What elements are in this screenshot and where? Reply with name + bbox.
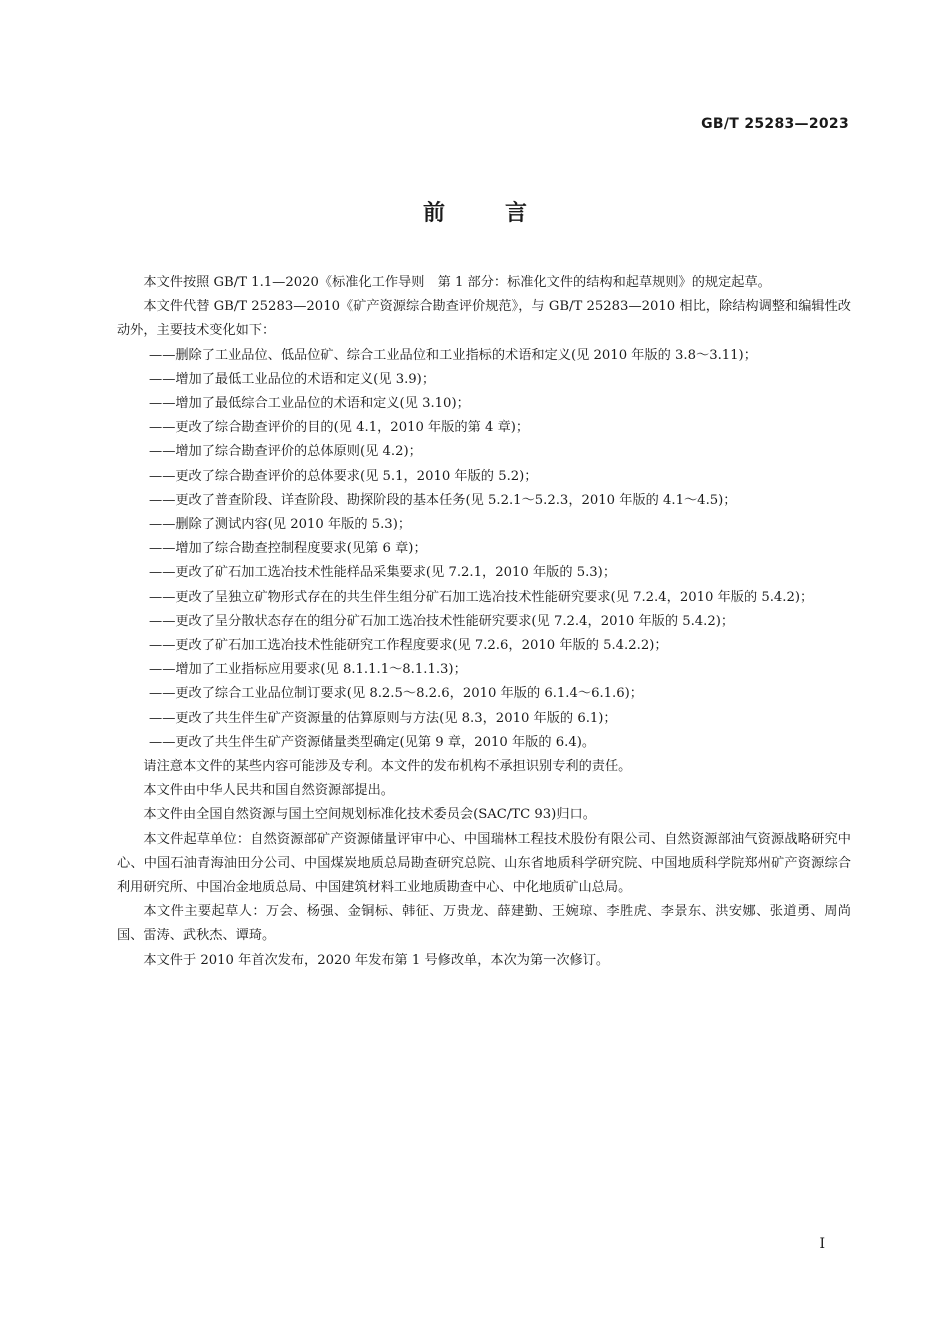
page-title: 前言 [422,201,587,226]
paragraph-proposer: 本文件由中华人民共和国自然资源部提出。 [143,783,394,799]
document-body [117,271,851,973]
paragraph-drafters: 本文件主要起草人：万会、杨强、金铜标、韩征、万贵龙、薛建勤、王婉琼、李胜虎、李景东、洪安娜、张道勇、周尚国、雷涛、武秋杰、谭琦。 [117,904,851,944]
list-item: ——增加了最低综合工业品位的术语和定义(见 3.10)； [149,396,470,412]
list-item: ——更改了矿石加工选冶技术性能样品采集要求(见 7.2.1，2010 年版的 5.3)； [149,565,617,581]
list-item: ——增加了综合勘查控制程度要求(见第 6 章)； [149,541,427,557]
standard-code: GB/T 25283—2023 [701,116,849,132]
list-item: ——删除了测试内容(见 2010 年版的 5.3)； [149,517,412,533]
list-item: ——更改了共生伴生矿产资源量的估算原则与方法(见 8.3，2010 年版的 6.1)； [149,710,617,726]
list-item: ——删除了工业品位、低品位矿、综合工业品位和工业指标的术语和定义(见 2010 年版的 3.8～3.11)； [149,347,757,363]
paragraph-replacement: 本文件代替 GB/T 25283—2010《矿产资源综合勘查评价规范》，与 GB/T 25283—2010 相比，除结构调整和编辑性改动外，主要技术变化如下： [117,299,851,339]
list-item: ——更改了矿石加工选冶技术性能研究工作程度要求(见 7.2.6，2010 年版的 5.4.2.2)； [149,638,668,654]
paragraph-patent-notice: 请注意本文件的某些内容可能涉及专利。本文件的发布机构不承担识别专利的责任。 [143,759,632,775]
list-item: ——更改了普查阶段、详查阶段、勘探阶段的基本任务(见 5.2.1～5.2.3，2010 年版的 4.1～4.5)； [149,492,737,508]
list-item: ——更改了呈分散状态存在的组分矿石加工选冶技术性能研究要求(见 7.2.4，2010 年版的 5.4.2)； [149,613,735,629]
list-item: ——更改了综合勘查评价的目的(见 4.1，2010 年版的第 4 章)； [149,420,530,436]
list-item: ——增加了综合勘查评价的总体原则(见 4.2)； [149,444,422,460]
paragraph-drafting-rules: 本文件按照 GB/T 1.1—2020《标准化工作导则 第 1 部分：标准化文件的结构和起草规则》的规定起草。 [143,275,771,290]
technical-changes-list [117,344,851,755]
paragraph-drafting-units: 本文件起草单位：自然资源部矿产资源储量评审中心、中国瑞林工程技术股份有限公司、自然资源部油气资源战略研究中心、中国石油青海油田分公司、中国煤炭地质总局勘查研究总院、山东省地质科学研究院、中国地质科学院郑州矿产资源综合利用研究所、中国冶金地质总局、中国建筑材料工业地质勘查中心、中化地质矿山总局。 [117,831,851,896]
paragraph-committee: 本文件由全国自然资源与国土空间规划标准化技术委员会(SAC/TC 93)归口。 [143,807,596,823]
page-number: I [819,1236,825,1252]
list-item: ——更改了综合工业品位制订要求(见 8.2.5～8.2.6，2010 年版的 6.1.4～6.1.6)； [149,686,643,702]
list-item: ——更改了呈独立矿物形式存在的共生伴生组分矿石加工选冶技术性能研究要求(见 7.2.4，2010 年版的 5.4.2)； [149,589,814,605]
list-item: ——更改了综合勘查评价的总体要求(见 5.1，2010 年版的 5.2)； [149,468,538,484]
list-item: ——增加了最低工业品位的术语和定义(见 3.9)； [149,371,436,387]
list-item: ——更改了共生伴生矿产资源储量类型确定(见第 9 章，2010 年版的 6.4)。 [149,734,596,750]
paragraph-history: 本文件于 2010 年首次发布，2020 年发布第 1 号修改单，本次为第一次修订。 [143,952,610,968]
list-item: ——增加了工业指标应用要求(见 8.1.1.1～8.1.1.3)； [149,662,467,678]
